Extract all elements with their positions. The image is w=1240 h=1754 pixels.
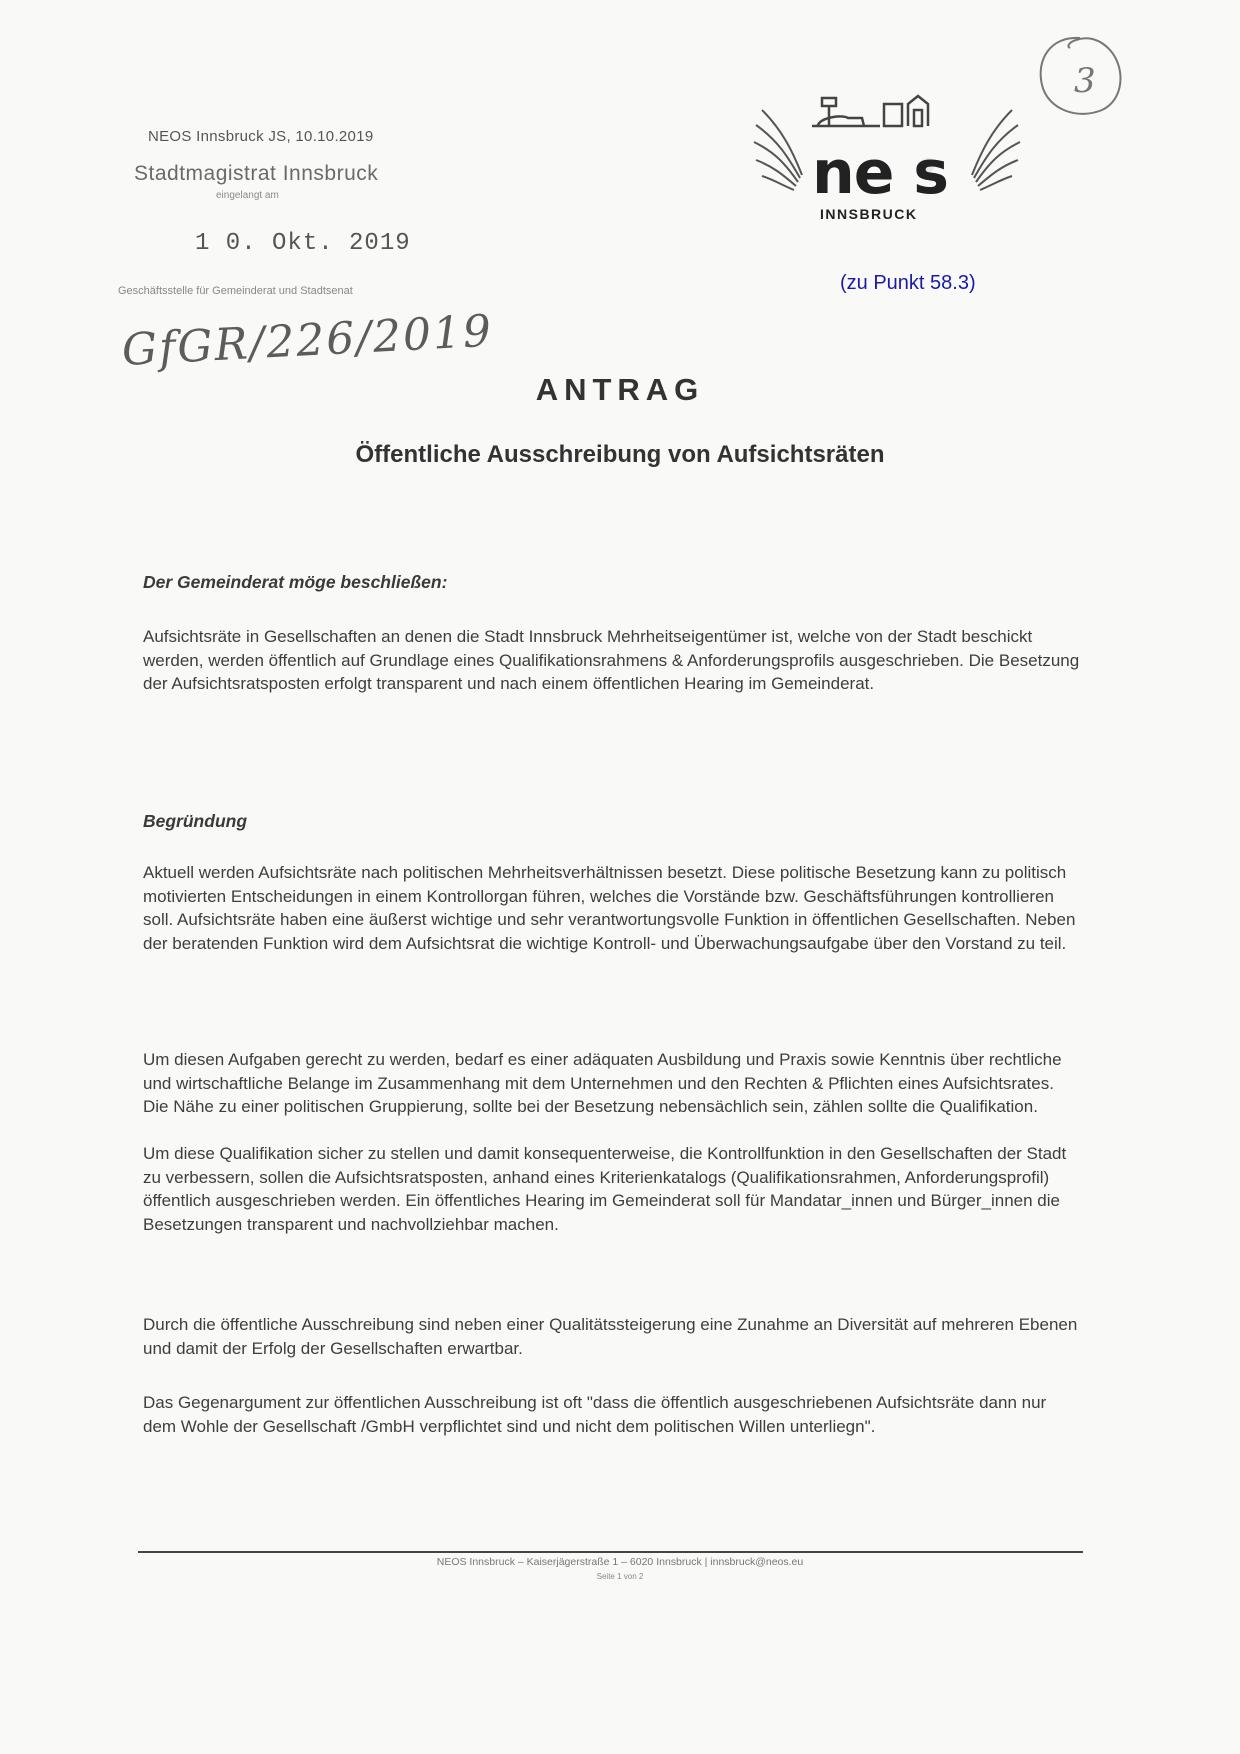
right-wing-icon — [972, 110, 1020, 190]
motion-heading: Der Gemeinderat möge beschließen: — [143, 572, 448, 592]
logo-subtitle: INNSBRUCK — [820, 206, 918, 222]
document-title: ANTRAG — [535, 372, 705, 407]
stamp-received-date: 1 0. Okt. 2019 — [195, 230, 411, 257]
document-subtitle: Öffentliche Ausschreibung von Aufsichtsräten — [355, 441, 885, 468]
handwritten-reference-number: GfGR/226/2019 — [120, 305, 495, 376]
stamp-authority: Stadtmagistrat Innsbruck — [134, 162, 379, 185]
footer-divider — [138, 1551, 1083, 1553]
sender-date-line: NEOS Innsbruck JS, 10.10.2019 — [148, 128, 374, 145]
stamp-office: Geschäftsstelle für Gemeinderat und Stadtsenat — [118, 285, 353, 297]
justification-paragraph-1: Aktuell werden Aufsichtsräte nach politischen Mehrheitsverhältnissen besetzt. Diese politische Besetzung kann zu politisch motivierten Entscheidungen in einem Kontrollorgan führen, welches die Vorstände bzw. Geschäftsführungen kontrollieren soll. Aufsichtsräte haben eine äußerst wichtige und sehr verantwortungsvolle Funktion in öffentlichen Gesellschaften. Neben der beratenden Funktion wird dem Aufsichtsrat die wichtige Kontroll- und Überwachungsaufgabe über den Vorstand zu teil. — [143, 863, 1076, 953]
footer-address: NEOS Innsbruck – Kaiserjägerstraße 1 – 6020 Innsbruck | innsbruck@neos.eu — [436, 1556, 804, 1568]
logo-wordmark: ne s — [812, 138, 949, 208]
justification-paragraph-2a: Um diesen Aufgaben gerecht zu werden, bedarf es einer adäquaten Ausbildung und Praxis sowie Kenntnis über rechtliche und wirtschaftliche Belange im Zusammenhang mit dem Unternehmen und den Rechten & Pflichten eines Aufsichtsrates. Die Nähe zu einer politischen Gruppierung, sollte bei der Besetzung nebensächlich sein, zählen sollte die Qualifikation. — [143, 1050, 1062, 1116]
justification-paragraph-3: Durch die öffentliche Ausschreibung sind neben einer Qualitätssteigerung eine Zunahme an Diversität auf mehreren Ebenen und damit der Erfolg der Gesellschaften erwartbar. — [143, 1315, 1078, 1358]
justification-heading: Begründung — [143, 811, 248, 831]
footer-page-number: Seite 1 von 2 — [596, 1572, 644, 1581]
justification-paragraph-2b: Um diese Qualifikation sicher zu stellen und damit konsequenterweise, die Kontrollfunktion in den Gesellschaften der Stadt zu verbessern, sollen die Aufsichtsratsposten, anhand eines Kriterienkatalogs (Qualifikationsrahmen, Anforderungsprofil) öffentlich ausgeschrieben werden. Ein öffentliches Hearing im Gemeinderat soll für Mandatar_innen und Bürger_innen die Besetzungen transparent und nachvollziehbar machen. — [143, 1144, 1067, 1234]
left-wing-icon — [754, 110, 802, 190]
motion-text: Aufsichtsräte in Gesellschaften an denen die Stadt Innsbruck Mehrheitseigentümer ist, welche von der Stadt beschickt werden, werden öffentlich auf Grundlage eines Qualifikationsrahmens & Anforderungsprofils ausgeschrieben. Die Besetzung der Aufsichtsratsposten erfolgt transparent und nach einem öffentlichen Hearing im Gemeinderat. — [143, 627, 1080, 693]
justification-paragraph-4: Das Gegenargument zur öffentlichen Ausschreibung ist oft "dass die öffentlich ausgeschriebenen Aufsichtsräte dann nur dem Wohle der Gesellschaft /GmbH verpflichtet sind und nicht dem politischen Willen unterliegn". — [143, 1393, 1047, 1436]
circled-number-text: 3 — [1074, 61, 1096, 101]
city-skyline-icon — [812, 96, 928, 126]
agenda-item-reference: (zu Punkt 58.3) — [840, 272, 976, 294]
circled-number — [1030, 30, 1130, 130]
stamp-received-label: eingelangt am — [216, 190, 279, 201]
